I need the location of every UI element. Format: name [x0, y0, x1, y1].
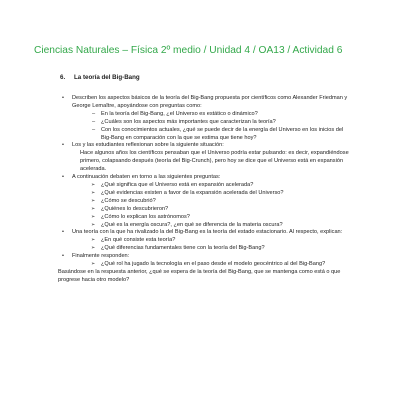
sub-list — [72, 182, 352, 229]
sub-list-item: – En la teoría del Big-Bang, ¿el Universo es estático o dinámico? — [92, 111, 352, 119]
list-item-text: • Los y las estudiantes reflexionan sobre la siguiente situación: — [72, 142, 224, 149]
sub-list-item: ➢ ¿Quiénes lo descubrieron? — [92, 206, 352, 214]
document-body — [58, 95, 352, 285]
sub-list-item: ➢ ¿En qué consiste esta teoría? — [92, 237, 352, 245]
sub-list-item: – ¿Cuáles son los aspectos más importantes que caracterizan la teoría? — [92, 119, 352, 127]
sub-list-item: ➢ ¿Qué es la energía oscura?, ¿en qué se diferencia de la materia oscura? — [92, 222, 352, 230]
list-item-text: • A continuación debaten en torno a las siguientes preguntas: — [72, 174, 221, 181]
sub-list-item: ➢ ¿Qué rol ha jugado la tecnología en el paso desde el modelo geocéntrico al del Big-Bang? — [92, 261, 352, 269]
situation-paragraph: Hace algunos años los científicos pensaban que el Universo podría estar pulsando: es decir, expandiéndose primero, colapsando después (teoría del Big-Crunch), pero hoy se dice que el Universo está en expansión acelerada. — [80, 150, 349, 173]
activity-list — [62, 95, 352, 269]
sub-list — [72, 261, 352, 269]
closing-paragraph: Basándose en la respuesta anterior, ¿qué se espera de la teoría del Big-Bang, que se mantenga como está o que progrese hacia otro modelo? — [58, 268, 341, 283]
sub-list — [72, 111, 352, 143]
list-item — [62, 142, 352, 174]
list-item — [62, 95, 352, 142]
list-item — [62, 229, 352, 253]
sub-list — [72, 237, 352, 253]
list-item — [62, 253, 352, 269]
sub-list-item: ➢ ¿Qué significa que el Universo está en expansión acelerada? — [92, 182, 352, 190]
section-heading — [60, 74, 140, 81]
section-number: 6. — [60, 74, 66, 81]
sub-list-item: ➢ ¿Cómo lo explican los astrónomos? — [92, 214, 352, 222]
section-title: La teoría del Big-Bang — [74, 74, 140, 81]
sub-list-item: – Con los conocimientos actuales, ¿qué se puede decir de la energía del Universo en los inicios del Big-Bang en comparación con la que se estima que tiene hoy? — [92, 127, 352, 143]
sub-list-item: ➢ ¿Qué evidencias existen a favor de la expansión acelerada del Universo? — [92, 190, 352, 198]
sub-list-item: ➢ ¿Qué diferencias fundamentales tiene con la teoría del Big-Bang? — [92, 245, 352, 253]
list-item-text: • Finalmente responden: — [72, 253, 130, 260]
list-item-text: • Una teoría con la que ha rivalizado la del Big-Bang es la teoría del estado estacionario. Al respecto, explican: — [72, 229, 343, 236]
sub-list-item: ➢ ¿Cómo se descubrió? — [92, 198, 352, 206]
document-header: Ciencias Naturales – Física 2º medio / Unidad 4 / OA13 / Actividad 6 — [34, 45, 343, 56]
list-item — [62, 174, 352, 229]
list-item-text: • Describen los aspectos básicos de la teoría del Big-Bang propuesta por científicos como Alexander Friedman y George Lemaître, apoyándose con preguntas como: — [72, 95, 348, 109]
